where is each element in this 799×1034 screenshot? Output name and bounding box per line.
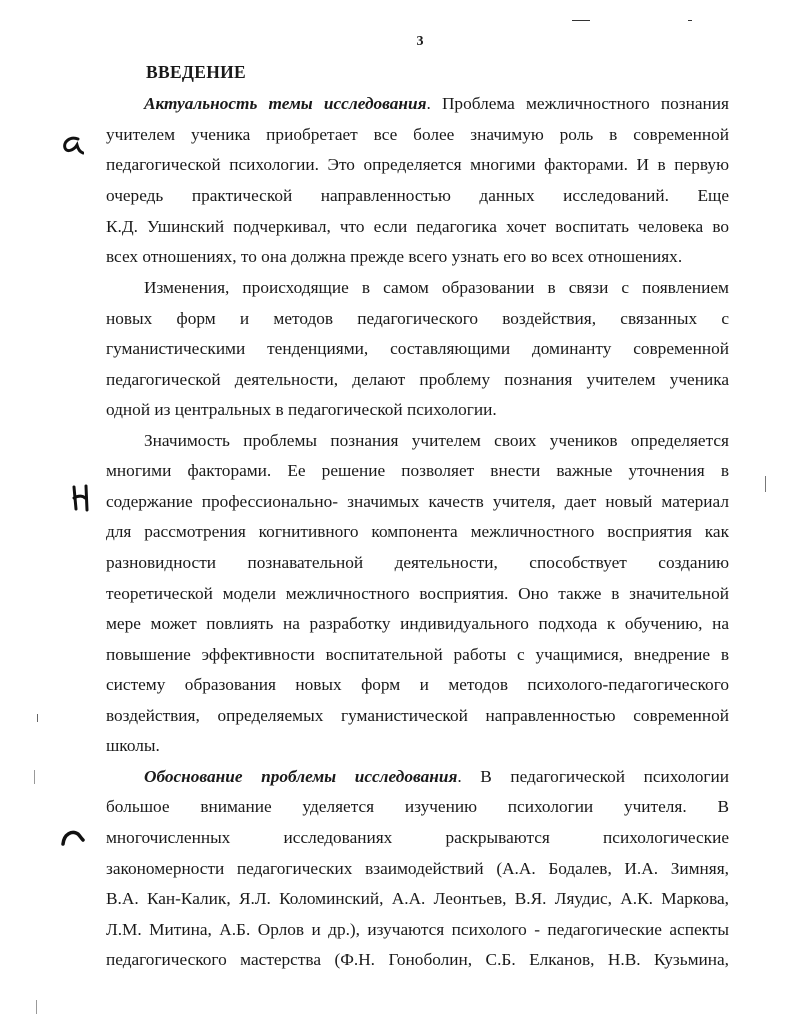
scan-artifact	[37, 714, 38, 722]
text-line: К.Д. Ушинский подчеркивал, что если педагогика хочет воспитать человека во	[106, 217, 729, 236]
text-line: содержание профессионально- значимых качеств учителя, дает новый материал	[106, 492, 729, 511]
margin-mark-icon	[60, 828, 86, 848]
text-line: разновидности познавательной деятельности, способствует созданию	[106, 553, 729, 572]
text-line: педагогической деятельности, делают проблему познания учителем ученика	[106, 370, 729, 389]
text-line: воздействия, определяемых гуманистической направленностью современной	[106, 706, 729, 725]
text-line: многочисленных исследованиях раскрываются психологические	[106, 828, 729, 847]
scan-artifact	[36, 1000, 37, 1014]
margin-mark-icon	[60, 134, 84, 158]
text-line: очередь практической направленностью данных исследований. Еще	[106, 186, 729, 205]
text-line: систему образования новых форм и методов психолого-педагогического	[106, 675, 729, 694]
text-line: для рассмотрения когнитивного компонента межличностного восприятия как	[106, 522, 729, 541]
scan-artifact	[765, 476, 766, 492]
text-line: Л.М. Митина, А.Б. Орлов и др.), изучаются психолого - педагогические аспекты	[106, 920, 729, 939]
text-line: закономерности педагогических взаимодействий (А.А. Бодалев, И.А. Зимняя,	[106, 859, 729, 878]
text-line: Значимость проблемы познания учителем своих учеников определяется	[144, 431, 729, 450]
scan-artifact	[572, 20, 590, 21]
text-line	[144, 762, 729, 792]
text-line: теоретической модели межличностного восприятия. Оно также в значительной	[106, 584, 729, 603]
text-line: одной из центральных в педагогической психологии.	[106, 400, 497, 419]
section-lead: Обоснование проблемы исследования	[144, 767, 458, 786]
scan-artifact	[34, 770, 35, 784]
page-title: ВВЕДЕНИЕ	[146, 62, 247, 82]
text-line: повышение эффективности воспитательной работы с учащимися, внедрение в	[106, 645, 729, 664]
text-line: учителем ученика приобретает все более значимую роль в современной	[106, 125, 729, 144]
text-line: педагогического мастерства (Ф.Н. Гоноболин, С.Б. Елканов, Н.В. Кузьмина,	[106, 950, 729, 969]
text-run: . Проблема межличностного познания	[426, 94, 729, 113]
text-line: Изменения, происходящие в самом образовании в связи с появлением	[144, 278, 729, 297]
text-line: гуманистическими тенденциями, составляющими доминанту современной	[106, 339, 729, 358]
text-line: педагогической психологии. Это определяется многими факторами. И в первую	[106, 155, 729, 174]
text-line	[144, 89, 729, 119]
text-line: мере может повлиять на разработку индивидуального подхода к обучению, на	[106, 614, 729, 633]
margin-mark-icon	[70, 483, 92, 513]
text-line: многими факторами. Ее решение позволяет внести важные уточнения в	[106, 461, 729, 480]
section-lead: Актуальность темы исследования	[144, 94, 427, 113]
text-run: . В педагогической психологии	[457, 767, 730, 786]
scan-artifact	[688, 20, 692, 21]
text-line: большое внимание уделяется изучению психологии учителя. В	[106, 797, 729, 816]
text-line: школы.	[106, 736, 160, 755]
page-number: 3	[416, 34, 424, 49]
text-line: новых форм и методов педагогического воздействия, связанных с	[106, 309, 729, 328]
text-line: В.А. Кан-Калик, Я.Л. Коломинский, А.А. Леонтьев, В.Я. Ляудис, А.К. Маркова,	[106, 889, 729, 908]
text-line: всех отношениях, то она должна прежде всего узнать его во всех отношениях.	[106, 247, 683, 266]
